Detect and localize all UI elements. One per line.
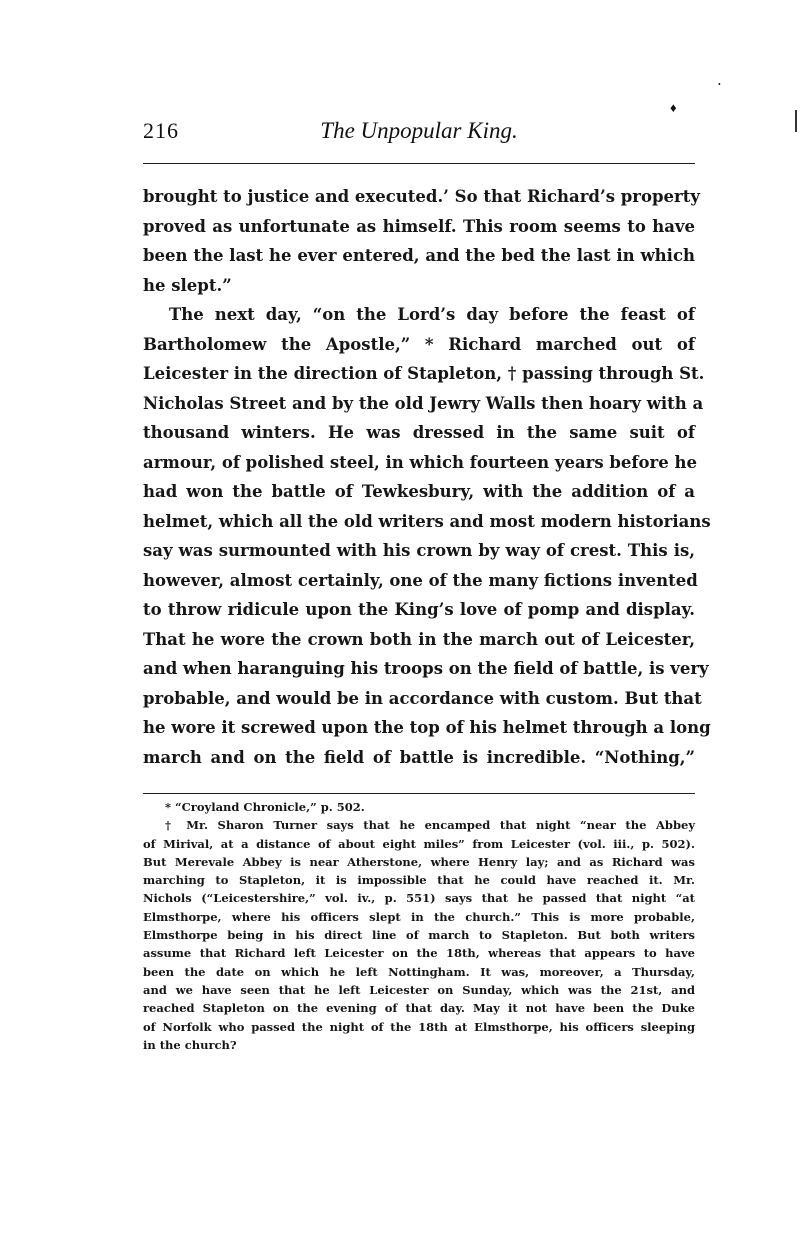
text-line: The next day, “on the Lord’s day before the feast of xyxy=(169,305,695,324)
footnote-line: † Mr. Sharon Turner says that he encamped that night “near the Abbey xyxy=(165,818,695,833)
text-line: he wore it screwed upon the top of his helmet through a long xyxy=(143,718,711,737)
text-line: to throw ridicule upon the King’s love of pomp and display. xyxy=(143,600,695,619)
text-line: proved as unfortunate as himself. This room seems to have xyxy=(143,216,695,236)
footnote-line: Elmsthorpe being in his direct line of march to Stapleton. But both writers xyxy=(143,928,695,943)
text-line: probable, and would be in accordance with custom. But that xyxy=(143,688,702,708)
text-line: however, almost certainly, one of the many fictions invented xyxy=(143,570,698,590)
footnote-line: of Norfolk who passed the night of the 18th at Elmsthorpe, his officers sleeping xyxy=(143,1019,695,1034)
ink-speck-mark: ♦ xyxy=(670,100,677,115)
page-number: 216 xyxy=(143,118,179,143)
text-line: say was surmounted with his crown by way of crest. This is, xyxy=(143,541,695,560)
ink-dot-mark: • xyxy=(718,80,721,89)
text-line: That he wore the crown both in the march out of Leicester, xyxy=(143,629,695,649)
footnote-line: marching to Stapleton, it is impossible that he could have reached it. Mr. xyxy=(143,873,695,888)
page-header xyxy=(143,118,695,152)
text-line: Leicester in the direction of Stapleton, † passing through St. xyxy=(143,364,705,383)
running-title: The Unpopular King. xyxy=(320,118,518,143)
text-line: had won the battle of Tewkesbury, with the addition of a xyxy=(143,482,695,501)
text-line: and when haranguing his troops on the field of battle, is very xyxy=(143,659,709,678)
footnote-line: assume that Richard left Leicester on the 18th, whereas that appears to have xyxy=(143,946,695,961)
page-edge-mark xyxy=(795,110,797,132)
text-line: Nicholas Street and by the old Jewry Walls then hoary with a xyxy=(143,393,704,413)
footnote-line: and we have seen that he left Leicester on Sunday, which was the 21st, and xyxy=(143,982,695,997)
text-line: thousand winters. He was dressed in the same suit of xyxy=(143,423,695,442)
main-text xyxy=(143,182,711,772)
text-line: brought to justice and executed.’ So that Richard’s property xyxy=(143,187,700,206)
text-line: march and on the field of battle is incredible. “Nothing,” xyxy=(143,747,695,767)
footnotes xyxy=(143,798,695,1054)
footnote-line: * “Croyland Chronicle,” p. 502. xyxy=(165,800,365,814)
text-line: he slept.” xyxy=(143,275,232,295)
footnote-rule xyxy=(143,793,695,794)
header-rule xyxy=(143,163,695,164)
footnote-line: Elmsthorpe, where his officers slept in the church.” This is more probable, xyxy=(143,909,695,924)
footnote-line: reached Stapleton on the evening of that day. May it not have been the Duke xyxy=(143,1001,695,1016)
text-line: been the last he ever entered, and the bed the last in which xyxy=(143,246,695,265)
text-line: Bartholomew the Apostle,” * Richard marched out of xyxy=(143,334,695,354)
footnote-line: Nichols (“Leicestershire,” vol. iv., p. 551) says that he passed that night “at xyxy=(143,891,695,906)
footnote-line: been the date on which he left Nottingham. It was, moreover, a Thursday, xyxy=(143,964,695,979)
footnote-line: But Merevale Abbey is near Atherstone, where Henry lay; and as Richard was xyxy=(143,854,695,869)
footnote-line: in the church? xyxy=(143,1037,237,1052)
footnote-line: of Mirival, at a distance of about eight miles” from Leicester (vol. iii., p. 502). xyxy=(143,836,695,851)
text-line: armour, of polished steel, in which fourteen years before he xyxy=(143,452,697,472)
text-line: helmet, which all the old writers and most modern historians xyxy=(143,511,711,531)
